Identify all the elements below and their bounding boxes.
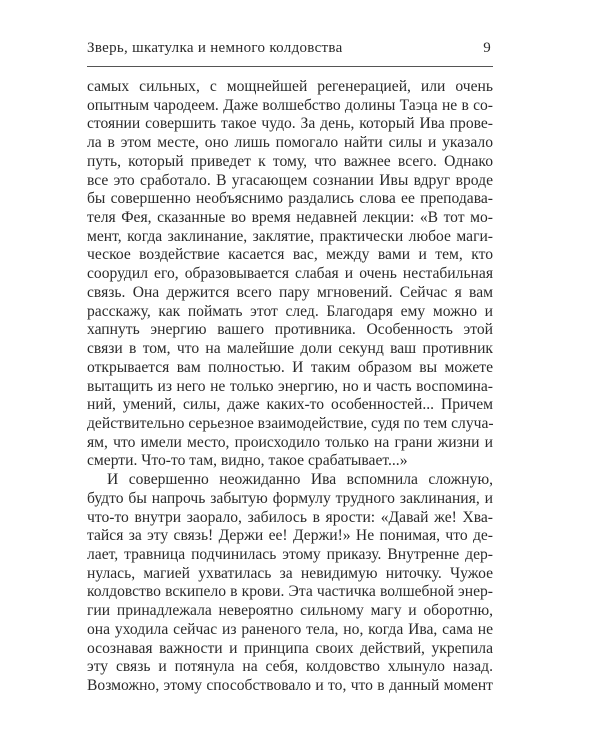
running-header [87,40,493,60]
text-line: путь, который приведет к тому, что важнее всего. Однако [87,152,493,170]
running-title: Зверь, шкатулка и немного колдовства [87,40,343,56]
text-line: эту связь и потянула на себя, колдовство хлынуло назад. [87,658,493,676]
text-line: колдовство вскипело в крови. Эта частичка волшебной энер- [87,583,493,601]
header-rule [87,66,493,67]
body-text [87,78,493,696]
text-line: стоянии совершить такое чудо. За день, который Ива прове- [87,115,493,133]
text-line: самых сильных, с мощнейшей регенерацией, или очень [87,78,493,95]
text-line: И совершенно неожиданно Ива вспомнила сложную, [107,471,493,489]
text-line: соорудил его, образовывается слабая и очень нестабильная [87,265,493,283]
text-line: расскажу, как поймать этот след. Благодаря ему можно и [87,302,493,320]
page-number: 9 [483,40,491,56]
text-line: она уходила сейчас из раненого тела, но, когда Ива, сама не [87,620,493,638]
text-line: связи в том, что на малейшие доли секунд ваш противник [87,340,493,358]
text-line: нулась, магией ухватилась за невидимую ниточку. Чужое [87,564,493,582]
text-line: все это сработало. В угасающем сознании Ивы вдруг вроде [87,171,493,189]
text-line: смерти. Что-то там, видно, такое срабатывает...» [87,452,408,470]
text-line: хапнуть энергию вашего противника. Особенность этой [87,321,493,339]
text-line: теля Фея, сказанные во время недавней лекции: «В тот мо- [87,209,493,227]
text-line: гии принадлежала невероятно сильному магу и оборотню, [87,602,493,620]
text-line: Возможно, этому способствовало и то, что в данный момент [87,677,493,694]
text-line: действительно серьезное взаимодействие, судя по тем случа- [87,414,494,432]
text-line: вытащить из него не только энергию, но и часть воспомина- [87,377,493,395]
text-line: что-то внутри заорало, забилось в ярости: «Давай же! Хва- [87,508,493,526]
text-line: тайся за эту связь! Держи ее! Держи!» Не понимая, что де- [87,527,493,545]
text-line: ний, умений, силы, даже каких-то особенностей... Причем [87,396,493,414]
text-line: связь. Она держится всего пару мгновений. Сейчас я вам [87,283,493,301]
text-line: лает, травница подчинилась этому приказу. Внутренне дер- [87,545,493,563]
text-line: осознавая важности и принципа своих действий, укрепила [87,639,493,657]
text-line: бы совершенно необъяснимо раздались слова ее преподава- [87,190,493,208]
text-line: ям, что имели место, происходило только на грани жизни и [87,433,493,451]
text-line: будто бы напрочь забытую формулу трудного заклинания, и [87,489,493,507]
text-line: опытным чародеем. Даже волшебство долины Таэца не в со- [87,96,493,114]
text-line: мент, когда заклинание, заклятие, практически любое маги- [87,227,493,245]
text-line: открывается вам полностью. И таким образом вы можете [87,358,493,376]
text-line: ческое воздействие касается вас, между вами и тем, кто [87,246,493,264]
text-line: ла в этом месте, оно лишь помогало найти силы и указало [87,134,493,152]
